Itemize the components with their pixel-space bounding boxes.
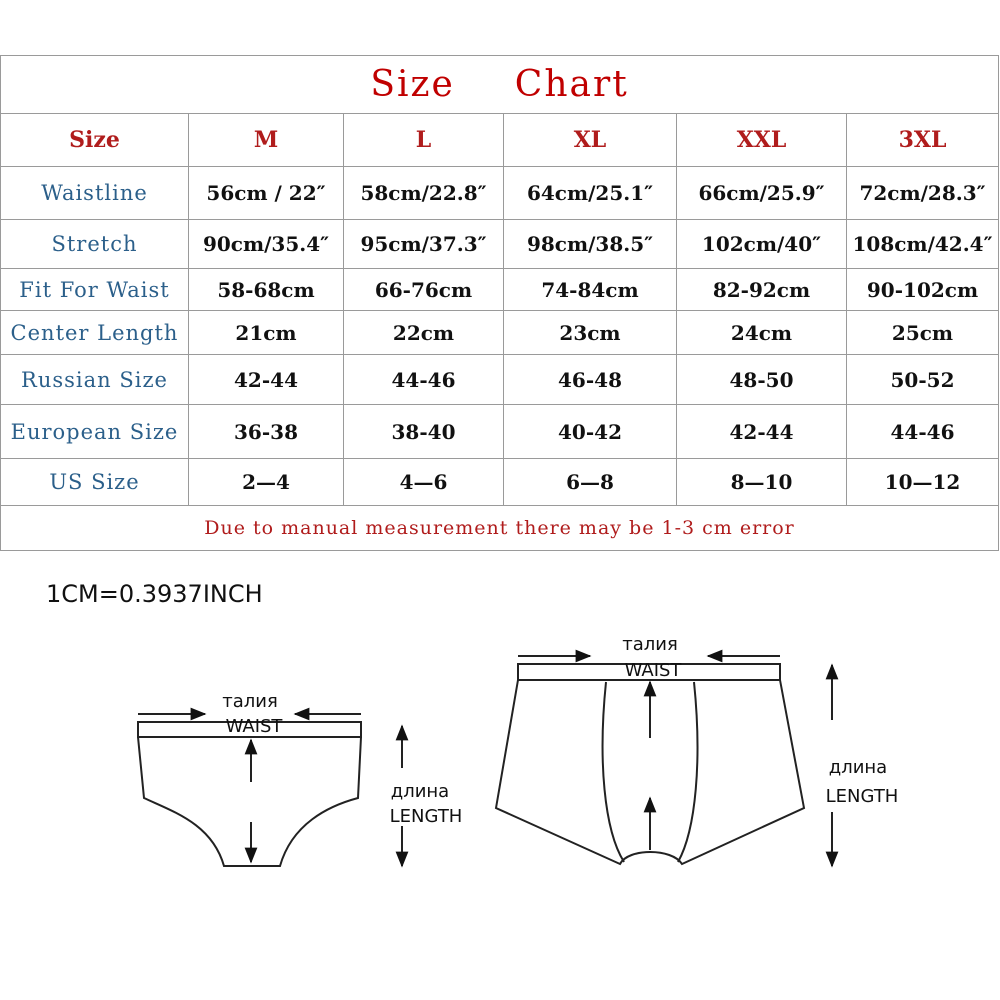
header-size-l: L: [344, 114, 504, 167]
table-cell: 2—4: [189, 459, 344, 506]
table-cell: 4—6: [344, 459, 504, 506]
table-cell: 10—12: [847, 459, 999, 506]
header-size-xxl: XXL: [677, 114, 847, 167]
table-cell: 8—10: [677, 459, 847, 506]
briefs-waist-label-en: WAIST: [225, 716, 283, 737]
boxer-diagram: [496, 656, 832, 866]
table-cell: 21cm: [189, 311, 344, 355]
header-size-3xl: 3XL: [847, 114, 999, 167]
header-size-label: Size: [1, 114, 189, 167]
table-cell: 6—8: [504, 459, 677, 506]
boxer-length-label-en: LENGTH: [825, 786, 899, 807]
boxer-waist-label-en: WAIST: [624, 660, 682, 681]
table-cell: 102cm/40″: [677, 220, 847, 269]
table-cell: 40-42: [504, 405, 677, 459]
table-cell: 50-52: [847, 355, 999, 405]
table-cell: 42-44: [189, 355, 344, 405]
table-cell: 90-102cm: [847, 269, 999, 311]
table-cell: 58cm/22.8″: [344, 167, 504, 220]
table-cell: 72cm/28.3″: [847, 167, 999, 220]
table-cell: 58-68cm: [189, 269, 344, 311]
table-cell: 36-38: [189, 405, 344, 459]
table-cell: 44-46: [847, 405, 999, 459]
row-label: Waistline: [1, 167, 189, 220]
table-cell: 66cm/25.9″: [677, 167, 847, 220]
table-cell: 46-48: [504, 355, 677, 405]
boxer-pouch-right-seam: [678, 682, 697, 862]
title-word-size: Size: [370, 64, 455, 105]
table-cell: 48-50: [677, 355, 847, 405]
row-label: Stretch: [1, 220, 189, 269]
briefs-length-label-en: LENGTH: [389, 806, 463, 827]
row-label: Center Length: [1, 311, 189, 355]
table-cell: 22cm: [344, 311, 504, 355]
header-size-m: M: [189, 114, 344, 167]
table-cell: 44-46: [344, 355, 504, 405]
boxer-length-label-ru: длина: [828, 757, 888, 778]
briefs-length-label-ru: длина: [390, 781, 450, 802]
table-cell: 95cm/37.3″: [344, 220, 504, 269]
table-cell: 90cm/35.4″: [189, 220, 344, 269]
table-cell: 108cm/42.4″: [847, 220, 999, 269]
briefs-outline: [138, 737, 361, 866]
header-size-xl: XL: [504, 114, 677, 167]
unit-conversion: 1CM=0.3937INCH: [46, 580, 263, 608]
briefs-waist-label-ru: талия: [222, 691, 278, 712]
boxer-pouch-left-seam: [603, 682, 624, 862]
title-word-chart: Chart: [514, 64, 629, 105]
table-cell: 38-40: [344, 405, 504, 459]
row-label: US Size: [1, 459, 189, 506]
table-cell: 66-76cm: [344, 269, 504, 311]
table-cell: 74-84cm: [504, 269, 677, 311]
table-cell: 25cm: [847, 311, 999, 355]
table-cell: 42-44: [677, 405, 847, 459]
boxer-waist-label-ru: талия: [622, 634, 678, 655]
row-label: European Size: [1, 405, 189, 459]
measurement-note: Due to manual measurement there may be 1-3 cm error: [1, 506, 999, 551]
table-cell: 82-92cm: [677, 269, 847, 311]
table-cell: 23cm: [504, 311, 677, 355]
table-cell: 98cm/38.5″: [504, 220, 677, 269]
table-cell: 24cm: [677, 311, 847, 355]
table-cell: 64cm/25.1″: [504, 167, 677, 220]
row-label: Fit For Waist: [1, 269, 189, 311]
table-cell: 56cm / 22″: [189, 167, 344, 220]
row-label: Russian Size: [1, 355, 189, 405]
